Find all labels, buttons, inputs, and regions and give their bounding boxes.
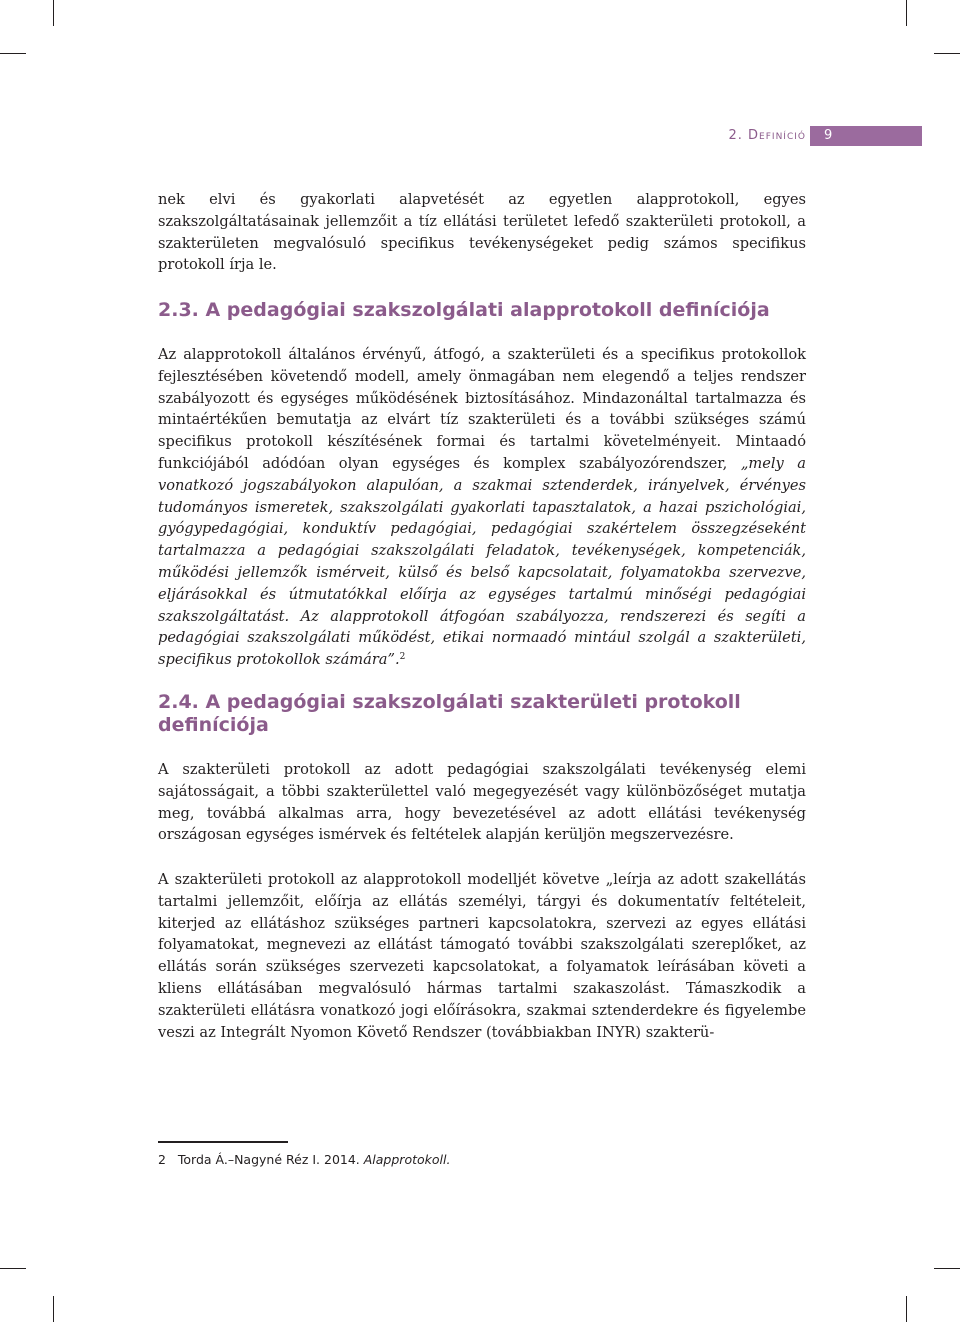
footnote [158,1151,758,1169]
crop-mark-bottom-left-vertical [53,1296,54,1322]
footnote-authors: Torda Á.–Nagyné Réz I. 2014. [177,1152,364,1167]
footnote-separator [158,1141,288,1143]
page-number: 9 [810,126,922,146]
crop-mark-bottom-right-horizontal [934,1268,960,1269]
crop-mark-top-left-horizontal [0,53,26,54]
paragraph-alapprotokoll-text: Az alapprotokoll általános érvényű, átfogó, a szakterületi és a specifikus protokollok fejlesztésében követendő modell, amely önmagában nem elegendő a teljes rendszer szabályozott és egységes működésének biztosításához. Mindazonáltal tartalmazza és mintaértékűen bemutatja az elvárt tíz szakterületi és a további szükséges számú specifikus protokoll készítésének formai és tartalmi követelményeit. Mintaadó funkciójából adódóan olyan egységes és komplex szabályozórendszer, [158,346,806,472]
paragraph-alapprotokoll-definition [158,344,806,671]
paragraph-szakteruleti-definition: A szakterületi protokoll az adott pedagógiai szakszolgálati tevékenység elemi sajátosságait, a többi szakterülettel való megegyezését vagy különbözőséget mutatja meg, továbbá alkalmas arra, hogy bevezetésével az adott ellátási tevékenység országosan egységes ismérvek és feltételek alapján kerüljön megszervezésre. [158,761,806,844]
crop-mark-bottom-right-vertical [906,1296,907,1322]
footnote-title: Alapprotokoll. [363,1152,451,1167]
section-heading-2-4: 2.4. A pedagógiai szakszolgálati szakterületi protokoll definíciója [158,691,741,736]
crop-mark-top-left-vertical [53,0,54,26]
running-header-chapter: 2. Definíció [728,128,806,143]
crop-mark-top-right-vertical [906,0,907,26]
paragraph-alapprotokoll-quote: „mely a vonatkozó jogszabályokon alapulóan, a szakmai sztenderdek, irányelvek, érvényes tudományos ismeretek, szakszolgálati gyakorlati tapasztalatok, a hazai pszichológiai, gyógypedagógiai, konduktív pedagógiai, pedagógiai szakértelem összegzéseként tartalmazza a pedagógiai szakszolgálati feladatok, tevékenységek, kompetenciák, működési jellemzők ismérveit, külső és belső kapcsolatait, folyamatokba szervezve, eljárásokkal és útmutatókkal előírja az egységes tartalmú minőségi pedagógiai szakszolgáltatást. Az alapprotokoll átfogóan szabályozza, rendszerezi és segíti a pedagógiai szakszolgálati működést, etikai normaadó mintául szolgál a szakterületi, specifikus protokollok számára”. [158,454,806,669]
footnote-number: 2 [158,1152,166,1167]
crop-mark-bottom-left-horizontal [0,1268,26,1269]
paragraph-intro: nek elvi és gyakorlati alapvetését az egyetlen alapprotokoll, egyes szakszolgáltatásainak jellemzőit a tíz ellátási területet lefedő szakterületi protokoll, a szakterületen megvalósuló specifikus tevékenységeket pedig számos specifikus protokoll írja le. [158,191,806,274]
crop-mark-top-right-horizontal [934,53,960,54]
footnote-reference[interactable]: 2 [399,652,406,663]
paragraph-szakteruleti-model: A szakterületi protokoll az alapprotokoll modelljét követve „leírja az adott szakellátás tartalmi jellemzőit, előírja az ellátás személyi, tárgyi és dokumentatív feltételeit, kiterjed az ellátáshoz szükséges partneri kapcsolatokra, szervezi az egyes ellátási folyamatokat, megnevezi az ellátást támogató további szakszolgálati szereplőket, az ellátás során szükséges szervezeti kapcsolatokat, a folyamatok leírásában követi a kliens ellátásában megvalósuló hármas tartalmi szakaszolást. Támaszkodik a szakterületi ellátásra vonatkozó jogi előírásokra, szakmai sztenderdekre és figyelembe veszi az Integrált Nyomon Követő Rendszer (továbbiakban INYR) szakterü- [158,871,806,1041]
section-heading-2-3: 2.3. A pedagógiai szakszolgálati alapprotokoll definíciója [158,299,770,321]
